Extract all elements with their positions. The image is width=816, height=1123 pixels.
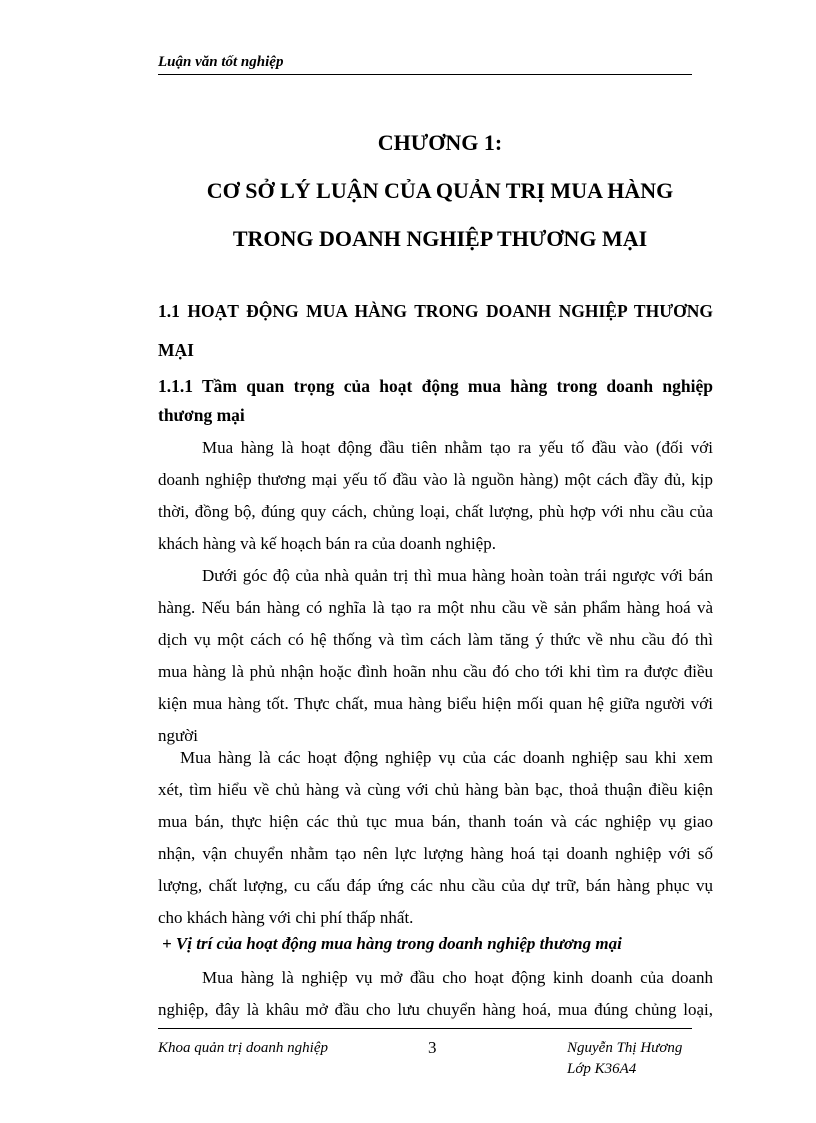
paragraph-line: Mua hàng là hoạt động đầu tiên nhằm tạo ra yếu tố đầu vào (đối với (202, 438, 713, 457)
paragraph-line: Dưới góc độ của nhà quản trị thì mua hàng hoàn toàn trái ngược với bán (202, 566, 713, 585)
chapter-number: CHƯƠNG 1: (377, 130, 503, 155)
footer-rule (158, 1028, 692, 1029)
paragraph-line: lượng, chất lượng, cu cấu đáp ứng các nhu cầu của dự trữ, bán hàng phục vụ (158, 876, 713, 895)
paragraph-line: nghiệp, đây là khâu mở đầu cho lưu chuyển hàng hoá, mua đúng chủng loại, (158, 1000, 713, 1019)
footer-faculty: Khoa quản trị doanh nghiệp (158, 1040, 329, 1056)
paragraph-position (158, 962, 713, 1026)
section-heading-line2: MẠI (158, 340, 194, 360)
paragraph-line: dịch vụ một cách có hệ thống và tìm cách làm tăng ý thức về nhu cầu đó thì (158, 630, 713, 649)
paragraph-definition (158, 742, 713, 934)
chapter-title-line1: CƠ SỞ LÝ LUẬN CỦA QUẢN TRỊ MUA HÀNG (206, 178, 674, 203)
position-heading: + Vị trí của hoạt động mua hàng trong doanh nghiệp thương mại (162, 934, 622, 953)
paragraph-line: mua bán, thực hiện các thủ tục mua bán, thanh toán và các nghiệp vụ giao (158, 812, 713, 831)
paragraph-line: thời, đồng bộ, đúng quy cách, chủng loại, chất lượng, phù hợp với nhu cầu của (158, 502, 713, 521)
paragraph-line: khách hàng và kế hoạch bán ra của doanh nghiệp. (158, 534, 496, 553)
page-number: 3 (428, 1038, 437, 1057)
footer-author: Nguyễn Thị Hương (567, 1040, 683, 1056)
section-heading-line1: 1.1 HOẠT ĐỘNG MUA HÀNG TRONG DOANH NGHIỆP THƯƠNG (158, 301, 713, 321)
header-title: Luận văn tốt nghiệp (158, 54, 284, 70)
subsection-heading-line2: thương mại (158, 405, 245, 425)
paragraph-line: nhận, vận chuyển nhằm tạo nên lực lượng hàng hoá tại doanh nghiệp với số (158, 844, 713, 863)
chapter-title-line2: TRONG DOANH NGHIỆP THƯƠNG MẠI (232, 226, 648, 251)
paragraph-line: doanh nghiệp thương mại yếu tố đầu vào là nguồn hàng) một cách đầy đủ, kịp (158, 470, 713, 489)
paragraph-purpose (158, 432, 713, 560)
paragraph-line: Mua hàng là các hoạt động nghiệp vụ của các doanh nghiệp sau khi xem (180, 748, 713, 767)
paragraph-line: mua hàng là phủ nhận hoặc đình hoãn nhu cầu đó cho tới khi tìm ra được điều (158, 662, 713, 681)
paragraph-line: cho khách hàng với chi phí thấp nhất. (158, 908, 414, 927)
paragraph-line: xét, tìm hiểu về chủ hàng và cùng với chủ hàng bàn bạc, thoả thuận điều kiện (158, 780, 713, 799)
paragraph-line: hàng. Nếu bán hàng có nghĩa là tạo ra một nhu cầu về sản phẩm hàng hoá và (158, 598, 713, 617)
footer-class: Lớp K36A4 (567, 1061, 637, 1077)
paragraph-line: Mua hàng là nghiệp vụ mở đầu cho hoạt động kinh doanh của doanh (202, 968, 713, 987)
paragraph-line: người (158, 726, 198, 745)
paragraph-management-view (158, 560, 713, 752)
subsection-heading-line1: 1.1.1 Tầm quan trọng của hoạt động mua hàng trong doanh nghiệp (158, 376, 713, 396)
page-header (158, 50, 692, 75)
paragraph-line: kiện mua hàng tốt. Thực chất, mua hàng biểu hiện mối quan hệ giữa người với (158, 694, 713, 713)
